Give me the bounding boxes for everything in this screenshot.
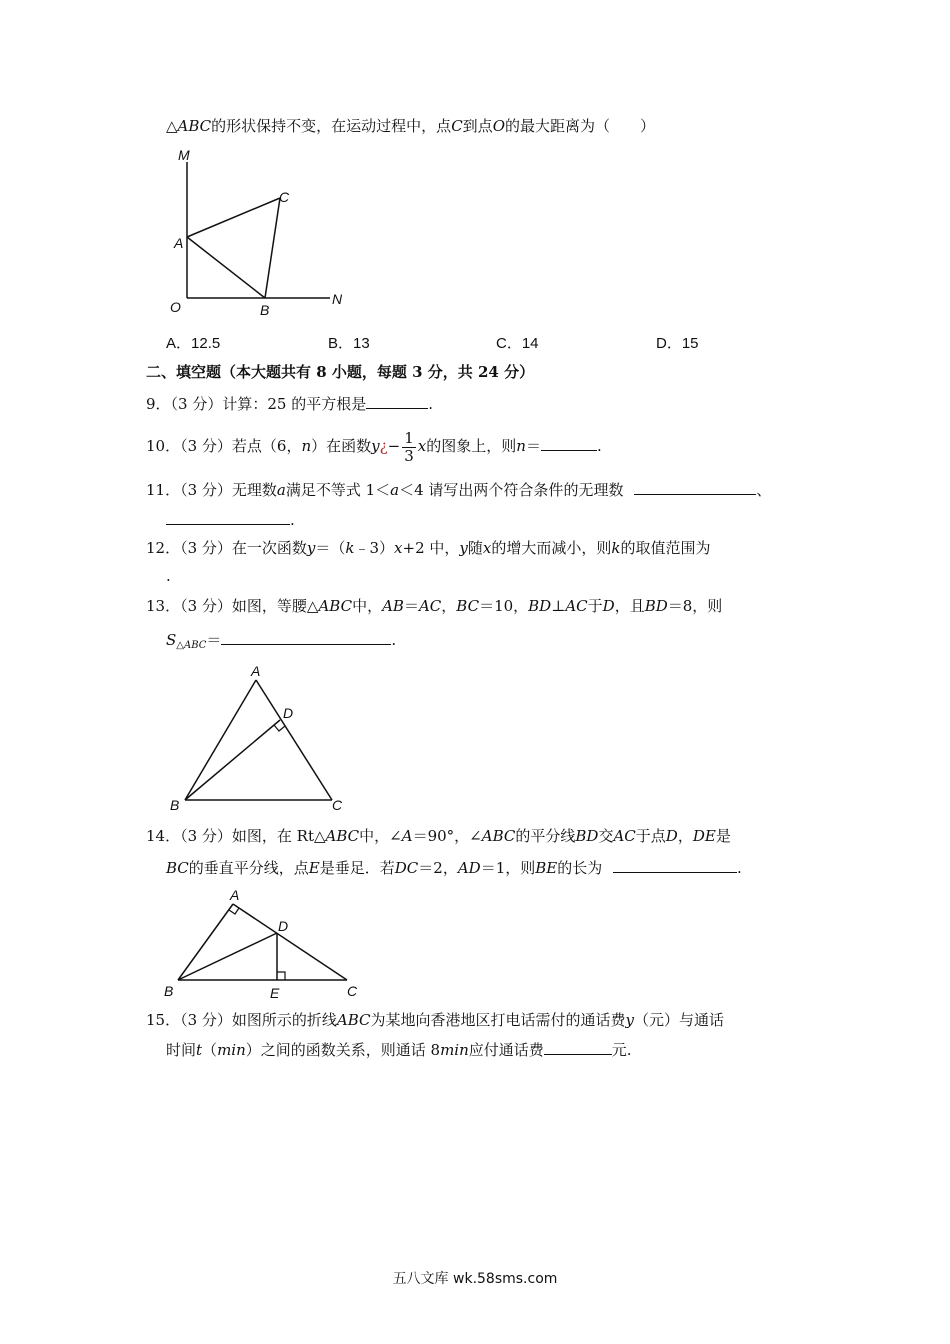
q15-y: y	[625, 1011, 635, 1029]
label-b: B	[260, 302, 270, 318]
q8-abc: ABC	[177, 117, 212, 135]
q13-answer-blank[interactable]	[221, 630, 391, 645]
q13-subscript: △ABC	[176, 640, 207, 651]
q13-at: 于	[587, 597, 603, 615]
q8-point-o: O	[492, 117, 505, 135]
q12-k2: k	[611, 539, 621, 557]
label-a: A	[230, 887, 240, 903]
q13-sep: ，	[441, 597, 457, 615]
q15-line1	[146, 1010, 724, 1030]
q14-ad: AD	[457, 859, 481, 877]
segment-bd	[178, 933, 277, 980]
q11-pre: 11．（3 分）无理数	[146, 481, 277, 499]
q10-answer-blank[interactable]	[541, 436, 597, 451]
q11-answer-blank-2[interactable]	[166, 510, 290, 525]
q14-mid: 中，∠	[359, 827, 402, 845]
q8-text1: 的形状保持不变，在运动过程中，点	[211, 117, 452, 135]
q12-eq: ＝（	[315, 539, 346, 557]
q9-text: 9．（3 分）计算：25 的平方根是	[146, 395, 367, 413]
q13-eq4: ＝	[206, 631, 222, 649]
q14-at: 于点	[635, 827, 666, 845]
segment-ab	[187, 237, 265, 298]
q10-post: 的图象上，则	[426, 437, 517, 455]
q14-ac: AC	[613, 827, 636, 845]
q15-mid: 为某地向香港地区打电话需付的通话费	[370, 1011, 626, 1029]
q10-fraction	[402, 430, 416, 465]
q13-bc: BC	[456, 597, 480, 615]
label-a: A	[251, 663, 261, 679]
q11-post: ＜4 请写出两个符合条件的无理数	[399, 481, 624, 499]
label-n: N	[332, 291, 343, 307]
q15-abc: ABC	[336, 1011, 371, 1029]
q14-be: BE	[535, 859, 558, 877]
q8-stem-tail	[166, 116, 655, 136]
label-d: D	[283, 705, 294, 721]
q15-l2c: ）之间的函数关系，则通话 8	[245, 1041, 441, 1059]
q14-is: 是	[715, 827, 731, 845]
label-b: B	[170, 797, 180, 813]
q10-n2: n	[516, 437, 526, 455]
q14-cross: 交	[598, 827, 614, 845]
q13-pre: 13．（3 分）如图，等腰△	[146, 597, 319, 615]
q11-answer-blank-1[interactable]	[634, 480, 756, 495]
label-o: O	[170, 299, 181, 315]
q12-k: k	[345, 539, 355, 557]
q14-abc2: ABC	[481, 827, 516, 845]
q12-x: x	[394, 539, 403, 557]
q13-ac: AC	[418, 597, 442, 615]
q10	[146, 426, 602, 466]
q15-l2b: （	[202, 1041, 218, 1059]
q15-line2	[166, 1040, 632, 1060]
label-e: E	[270, 985, 280, 1001]
q11-a: a	[276, 481, 286, 499]
q12-mid: ﹣3）	[354, 539, 395, 557]
q14-end: .	[737, 859, 742, 877]
q14-sep: ，	[677, 827, 693, 845]
q13-line1	[146, 596, 722, 616]
q14-a: A	[401, 827, 413, 845]
q8-point-c: C	[451, 117, 463, 135]
q10-minus: −	[387, 437, 401, 455]
q8-option-d: D．15	[656, 335, 699, 352]
q11-sep: 、	[756, 481, 772, 499]
q14-bc: BC	[166, 859, 189, 877]
q14-l2e: 的长为	[557, 859, 603, 877]
q14-line2	[166, 858, 742, 878]
right-angle-mark-a	[229, 908, 239, 914]
q11-line1	[146, 480, 771, 500]
q14-l2b: 是垂足．若	[319, 859, 395, 877]
side-ab	[185, 680, 256, 800]
q12-post: +2 中，	[402, 539, 460, 557]
q10-mid: ）在函数	[311, 437, 372, 455]
q15-t: t	[196, 1041, 203, 1059]
q14-answer-blank[interactable]	[613, 858, 737, 873]
q12-x2: x	[482, 539, 492, 557]
side-ac	[256, 680, 332, 800]
q10-denominator: 3	[404, 446, 414, 465]
q12-line1	[146, 538, 711, 558]
segment-cb	[265, 198, 280, 298]
footer-watermark: 五八文库 wk.58sms.com	[392, 1271, 558, 1287]
q14-bd: BD	[575, 827, 599, 845]
q14-abc: ABC	[325, 827, 360, 845]
q12-post2: 的取值范围为	[620, 539, 711, 557]
q10-x: x	[417, 437, 427, 455]
label-c: C	[347, 983, 358, 999]
q12-mid3: 的增大而减小，则	[491, 539, 612, 557]
right-angle-mark-e	[277, 972, 285, 980]
q13-ab: AB	[382, 597, 404, 615]
q8-triangle-symbol: △	[166, 117, 178, 135]
q15-l2d: 应付通话费	[468, 1041, 544, 1059]
q11-mid: 满足不等式 1＜	[285, 481, 391, 499]
q14-dc: DC	[394, 859, 419, 877]
q14-l2d: ＝1，则	[480, 859, 536, 877]
label-d: D	[278, 918, 289, 934]
segment-bd	[185, 720, 280, 800]
q15-min: min	[217, 1041, 246, 1059]
q13-eq1: ＝	[403, 597, 419, 615]
q14-pre: 14．（3 分）如图，在 Rt△	[146, 827, 326, 845]
q13-end: .	[391, 631, 397, 649]
q14-e: E	[308, 859, 320, 877]
q14-deg: ＝90°，∠	[412, 827, 482, 845]
q15-answer-blank[interactable]	[544, 1040, 612, 1055]
q14-bis: 的平分线	[515, 827, 576, 845]
label-a: A	[174, 235, 184, 251]
q14-line1	[146, 826, 731, 846]
q13-eq3: ＝8，则	[667, 597, 723, 615]
q8-text2: 到点	[462, 117, 493, 135]
q13-s: S	[166, 631, 177, 649]
q10-eq-glyph: ¿	[379, 437, 388, 455]
q15-pre: 15．（3 分）如图所示的折线	[146, 1011, 337, 1029]
q13-ac2: AC	[565, 597, 588, 615]
figure-q8	[160, 140, 360, 320]
q11-line2	[166, 510, 295, 530]
q15-l2e: 元.	[611, 1041, 632, 1059]
q10-n: n	[301, 437, 312, 455]
q13-line2	[166, 630, 396, 656]
q12-y: y	[306, 539, 316, 557]
section-2-title: 二、填空题（本大题共有 8 小题，每题 3 分，共 24 分）	[146, 363, 535, 381]
q14-de: DE	[692, 827, 716, 845]
side-ab	[178, 904, 233, 980]
q15-min2: min	[440, 1041, 469, 1059]
q10-end: .	[596, 437, 602, 455]
label-b: B	[164, 983, 174, 999]
q8-text3: 的最大距离为（ ）	[505, 117, 656, 135]
label-m: M	[178, 147, 190, 163]
q13-bd2: BD	[644, 597, 668, 615]
q12-pre: 12．（3 分）在一次函数	[146, 539, 307, 557]
q9-answer-blank[interactable]	[366, 394, 428, 409]
q15-post: （元）与通话	[634, 1011, 725, 1029]
q8-option-c: C．14	[496, 335, 539, 352]
right-angle-mark-d	[274, 725, 285, 731]
q8-option-b: B．13	[328, 335, 370, 352]
side-ac	[233, 904, 347, 980]
q10-numerator: 1	[404, 428, 414, 447]
q12-y2: y	[459, 539, 468, 557]
q14-l2a: 的垂直平分线，点	[188, 859, 309, 877]
q8-option-a: A．12.5	[166, 335, 221, 352]
q14-l2c: ＝2，	[418, 859, 458, 877]
q10-pre: 10．（3 分）若点（6，	[146, 437, 302, 455]
q13-bd: BD	[528, 597, 552, 615]
q13-eq2: ＝10，	[479, 597, 529, 615]
q11-end: .	[290, 511, 295, 529]
figure-q14	[160, 884, 370, 1004]
q13-d: D	[602, 597, 615, 615]
q10-eq2: ＝	[525, 437, 541, 455]
q12-line2	[166, 566, 171, 586]
q9	[146, 394, 433, 414]
segment-ac	[187, 198, 280, 237]
q15-l2a: 时间	[166, 1041, 197, 1059]
q9-end: .	[428, 395, 433, 413]
q11-a2: a	[390, 481, 400, 499]
figure-q13	[160, 658, 360, 818]
label-c: C	[279, 189, 290, 205]
q13-perp: ⊥	[551, 597, 566, 615]
q12-mid2: 随	[467, 539, 483, 557]
q12-end: .	[166, 567, 171, 585]
label-c: C	[332, 797, 343, 813]
q14-d: D	[665, 827, 678, 845]
q13-then: ，且	[614, 597, 645, 615]
q10-y: y	[371, 437, 380, 455]
q13-mid: 中，	[352, 597, 383, 615]
q13-abc: ABC	[318, 597, 353, 615]
